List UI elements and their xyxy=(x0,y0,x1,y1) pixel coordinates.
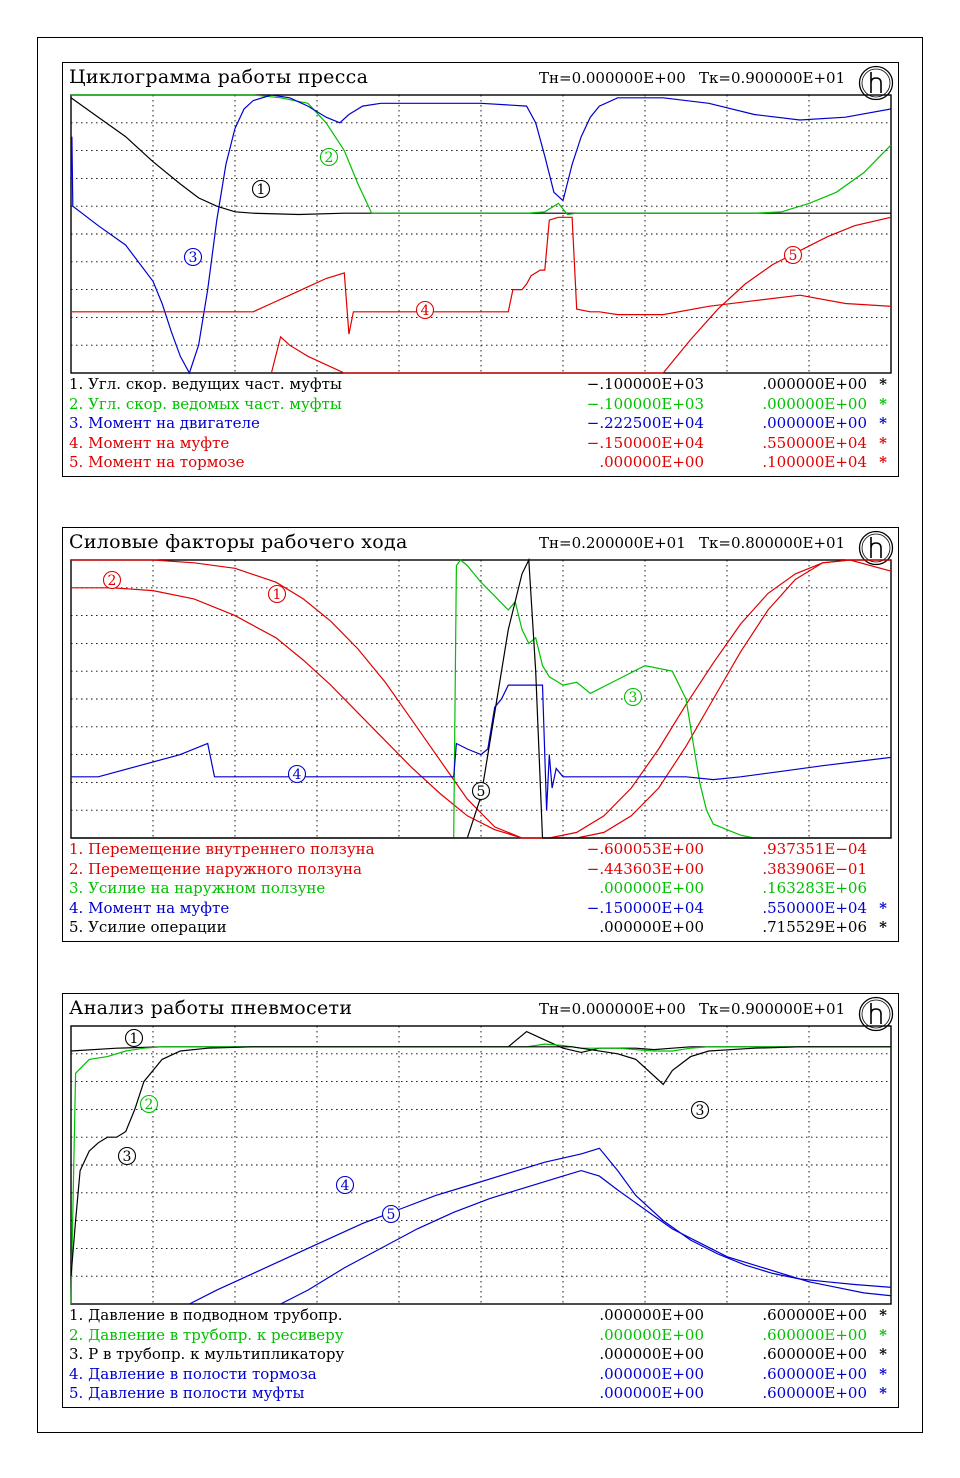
curve-label-text: 3 xyxy=(122,1149,132,1165)
curve-label-text: 2 xyxy=(324,150,334,166)
curve-label-4 xyxy=(337,1177,354,1195)
curve-label-text: 3 xyxy=(188,250,198,266)
legend-min-value: −.150000E+04 xyxy=(586,433,704,452)
legend-min-value: .000000E+00 xyxy=(599,1345,704,1364)
curve-label-text: 1 xyxy=(129,1031,139,1047)
legend-star-marker: * xyxy=(879,918,887,937)
curve-label-text: 1 xyxy=(256,182,266,198)
chart-panel-pneumo xyxy=(62,993,899,1408)
legend-name: 1. Угл. скор. ведущих част. муфты xyxy=(69,375,342,393)
panel-title: Силовые факторы рабочего хода xyxy=(69,531,408,553)
legend-row xyxy=(69,1384,889,1404)
legend-star-marker: * xyxy=(879,1325,887,1344)
legend-name: 1. Перемещение внутреннего ползуна xyxy=(69,840,375,858)
legend-star-marker: * xyxy=(879,1364,887,1383)
legend xyxy=(69,1306,889,1404)
legend-max-value: .100000E+04 xyxy=(762,453,867,472)
legend-row xyxy=(69,1306,889,1326)
series-line-2 xyxy=(71,1044,891,1304)
legend-row xyxy=(69,899,889,919)
curve-label-3 xyxy=(625,689,642,707)
legend-name: 2. Давление в трубопр. к ресиверу xyxy=(69,1325,344,1344)
plot-area xyxy=(71,1026,891,1304)
legend-name: 4. Давление в полости тормоза xyxy=(69,1364,317,1383)
curve-label-text: 4 xyxy=(292,767,302,783)
curve-label-4 xyxy=(417,302,434,320)
legend-max-value: .163283E+06 xyxy=(762,879,867,898)
curve-label-text: 3 xyxy=(628,690,638,706)
legend-star-marker: * xyxy=(879,394,887,413)
curve-label-2 xyxy=(104,572,121,590)
curve-label-3 xyxy=(185,249,202,267)
legend-row xyxy=(69,434,889,454)
legend-max-value: .000000E+00 xyxy=(762,414,867,433)
curve-label-text: 2 xyxy=(107,573,117,589)
legend-row xyxy=(69,1365,889,1385)
curve-label-text: 5 xyxy=(788,248,798,264)
legend-row xyxy=(69,860,889,880)
legend-min-value: .000000E+00 xyxy=(599,879,704,898)
curve-label-text: 2 xyxy=(144,1097,154,1113)
tn-value: Tн=0.200000E+01 xyxy=(539,534,686,552)
legend-name: 2. Перемещение наружного ползуна xyxy=(69,859,362,878)
legend-name: 5. Момент на тормозе xyxy=(69,453,245,472)
legend-min-value: −.222500E+04 xyxy=(586,414,704,433)
panel-title: Анализ работы пневмосети xyxy=(69,997,353,1019)
legend-min-value: .000000E+00 xyxy=(599,453,704,472)
series-line-2 xyxy=(71,95,891,215)
curve-label-2 xyxy=(141,1096,158,1114)
legend-row xyxy=(69,395,889,415)
curve-label-5 xyxy=(785,247,802,265)
legend-max-value: .000000E+00 xyxy=(762,375,867,393)
legend-row xyxy=(69,1326,889,1346)
curve-label-text: 4 xyxy=(420,303,430,319)
curve-label-text: 4 xyxy=(340,1178,350,1194)
tk-value: Tк=0.800000E+01 xyxy=(699,534,846,552)
curve-label-1 xyxy=(269,586,286,604)
legend-row xyxy=(69,918,889,938)
legend-name: 1. Давление в подводном трубопр. xyxy=(69,1306,343,1324)
panel-title: Циклограмма работы пресса xyxy=(69,66,369,88)
legend-row xyxy=(69,1345,889,1365)
legend-row xyxy=(69,414,889,434)
legend-max-value: .000000E+00 xyxy=(762,394,867,413)
legend-star-marker: * xyxy=(879,433,887,452)
legend-name: 3. Усилие на наружном ползуне xyxy=(69,879,326,898)
legend-name: 4. Момент на муфте xyxy=(69,433,230,452)
plot-area xyxy=(71,560,891,838)
legend-max-value: .600000E+00 xyxy=(762,1345,867,1364)
tk-value: Tк=0.900000E+01 xyxy=(699,69,846,87)
tk-value: Tк=0.900000E+01 xyxy=(699,1000,846,1018)
legend xyxy=(69,375,889,473)
legend-min-value: −.150000E+04 xyxy=(586,898,704,917)
tn-value: Tн=0.000000E+00 xyxy=(539,1000,686,1018)
tn-value: Tн=0.000000E+00 xyxy=(539,69,686,87)
legend-star-marker: * xyxy=(879,1384,887,1403)
plot-area xyxy=(71,95,891,373)
legend-max-value: .600000E+00 xyxy=(762,1384,867,1403)
legend-min-value: −.443603E+00 xyxy=(586,859,704,878)
legend-name: 3. Момент на двигателе xyxy=(69,414,260,433)
legend-max-value: .715529E+06 xyxy=(762,918,867,937)
legend-min-value: .000000E+00 xyxy=(599,1325,704,1344)
curve-label-5 xyxy=(473,783,490,801)
legend xyxy=(69,840,889,938)
curve-label-text: 5 xyxy=(476,784,486,800)
legend-star-marker: * xyxy=(879,898,887,917)
legend-row xyxy=(69,879,889,899)
legend-name: 3. P в трубопр. к мультипликатору xyxy=(69,1345,345,1364)
legend-name: 5. Давление в полости муфты xyxy=(69,1384,305,1403)
legend-star-marker: * xyxy=(879,453,887,472)
series-line-3 xyxy=(454,560,755,838)
curve-label-text: 1 xyxy=(272,587,282,603)
series-line-4 xyxy=(189,1148,891,1304)
curve-label-text: 3 xyxy=(695,1103,705,1119)
series-line-5 xyxy=(281,1171,891,1304)
legend-star-marker: * xyxy=(879,1345,887,1364)
legend-max-value: .550000E+04 xyxy=(762,898,867,917)
curve-label-3 xyxy=(692,1102,709,1120)
legend-min-value: .000000E+00 xyxy=(599,1364,704,1383)
legend-min-value: .000000E+00 xyxy=(599,1306,704,1324)
legend-min-value: −.600053E+00 xyxy=(586,840,704,858)
legend-name: 5. Усилие операции xyxy=(69,918,227,937)
legend-min-value: −.100000E+03 xyxy=(586,394,704,413)
curve-label-5 xyxy=(383,1206,400,1224)
legend-row xyxy=(69,840,889,860)
legend-min-value: −.100000E+03 xyxy=(586,375,704,393)
legend-max-value: .550000E+04 xyxy=(762,433,867,452)
legend-max-value: .383906E−01 xyxy=(762,859,867,878)
curve-label-3 xyxy=(119,1148,136,1166)
legend-row xyxy=(69,375,889,395)
curve-label-2 xyxy=(321,149,338,167)
legend-name: 2. Угл. скор. ведомых част. муфты xyxy=(69,394,342,413)
chart-panel-cyclogram xyxy=(62,62,899,477)
legend-max-value: .937351E−04 xyxy=(762,840,867,858)
curve-label-1 xyxy=(126,1030,143,1048)
legend-min-value: .000000E+00 xyxy=(599,1384,704,1403)
curve-label-4 xyxy=(289,766,306,784)
chart-panel-forces xyxy=(62,527,899,942)
legend-star-marker: * xyxy=(879,414,887,433)
legend-min-value: .000000E+00 xyxy=(599,918,704,937)
legend-star-marker: * xyxy=(879,375,887,393)
legend-star-marker: * xyxy=(879,1306,887,1324)
legend-name: 4. Момент на муфте xyxy=(69,898,230,917)
curve-label-text: 5 xyxy=(386,1207,396,1223)
legend-max-value: .600000E+00 xyxy=(762,1364,867,1383)
curve-label-1 xyxy=(253,181,270,199)
legend-max-value: .600000E+00 xyxy=(762,1306,867,1324)
legend-row xyxy=(69,453,889,473)
legend-max-value: .600000E+00 xyxy=(762,1325,867,1344)
